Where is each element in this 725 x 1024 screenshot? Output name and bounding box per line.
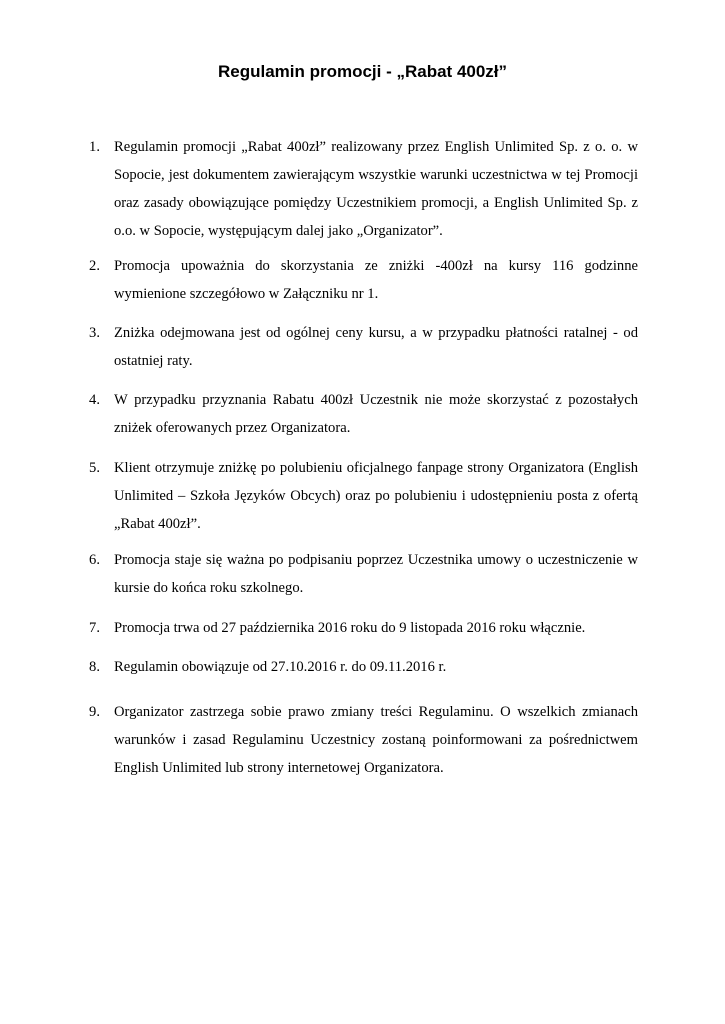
list-item-text: Promocja trwa od 27 października 2016 roku do 9 listopada 2016 roku włącznie. (114, 620, 586, 636)
list-item-text: Zniżka odejmowana jest od ogólnej ceny kursu, a w przypadku płatności ratalnej - od ostatniej raty. (114, 325, 638, 369)
list-item-text: Klient otrzymuje zniżkę po polubieniu oficjalnego fanpage strony Organizatora (English Unlimited – Szkoła Języków Obcych) oraz po polubieniu i udostępnieniu posta z ofertą „Rabat 400zł”. (114, 460, 638, 532)
list-item-number: 3. (89, 325, 100, 341)
list-item-number: 1. (89, 139, 100, 155)
list-item-number: 6. (89, 552, 100, 568)
list-item-number: 4. (89, 392, 100, 408)
list-item-text: W przypadku przyznania Rabatu 400zł Uczestnik nie może skorzystać z pozostałych zniżek oferowanych przez Organizatora. (114, 392, 638, 436)
list-item-number: 2. (89, 258, 100, 274)
list-item-number: 5. (89, 460, 100, 476)
list-item-text: Regulamin obowiązuje od 27.10.2016 r. do 09.11.2016 r. (114, 659, 447, 675)
list-item-text: Promocja upoważnia do skorzystania ze zniżki -400zł na kursy 116 godzinne wymienione szczegółowo w Załączniku nr 1. (114, 258, 638, 302)
document-title: Regulamin promocji - „Rabat 400zł” (217, 62, 508, 81)
list-item-text: Promocja staje się ważna po podpisaniu poprzez Uczestnika umowy o uczestniczenie w kursie do końca roku szkolnego. (114, 552, 638, 596)
list-item-number: 9. (89, 704, 100, 720)
list-item-number: 7. (89, 620, 100, 636)
list-item-text: Regulamin promocji „Rabat 400zł” realizowany przez English Unlimited Sp. z o. o. w Sopocie, jest dokumentem zawierającym wszystkie warunki uczestnictwa w tej Promocji oraz zasady obowiązujące pomiędzy Uczestnikiem promocji, a English Unlimited Sp. z o.o. w Sopocie, występującym dalej jako „Organizator”. (114, 139, 638, 239)
list-item-number: 8. (89, 659, 100, 675)
list-item-text: Organizator zastrzega sobie prawo zmiany treści Regulaminu. O wszelkich zmianach warunków i zasad Regulaminu Uczestnicy zostaną poinformowani za pośrednictwem English Unlimited lub strony internetowej Organizatora. (114, 704, 638, 776)
